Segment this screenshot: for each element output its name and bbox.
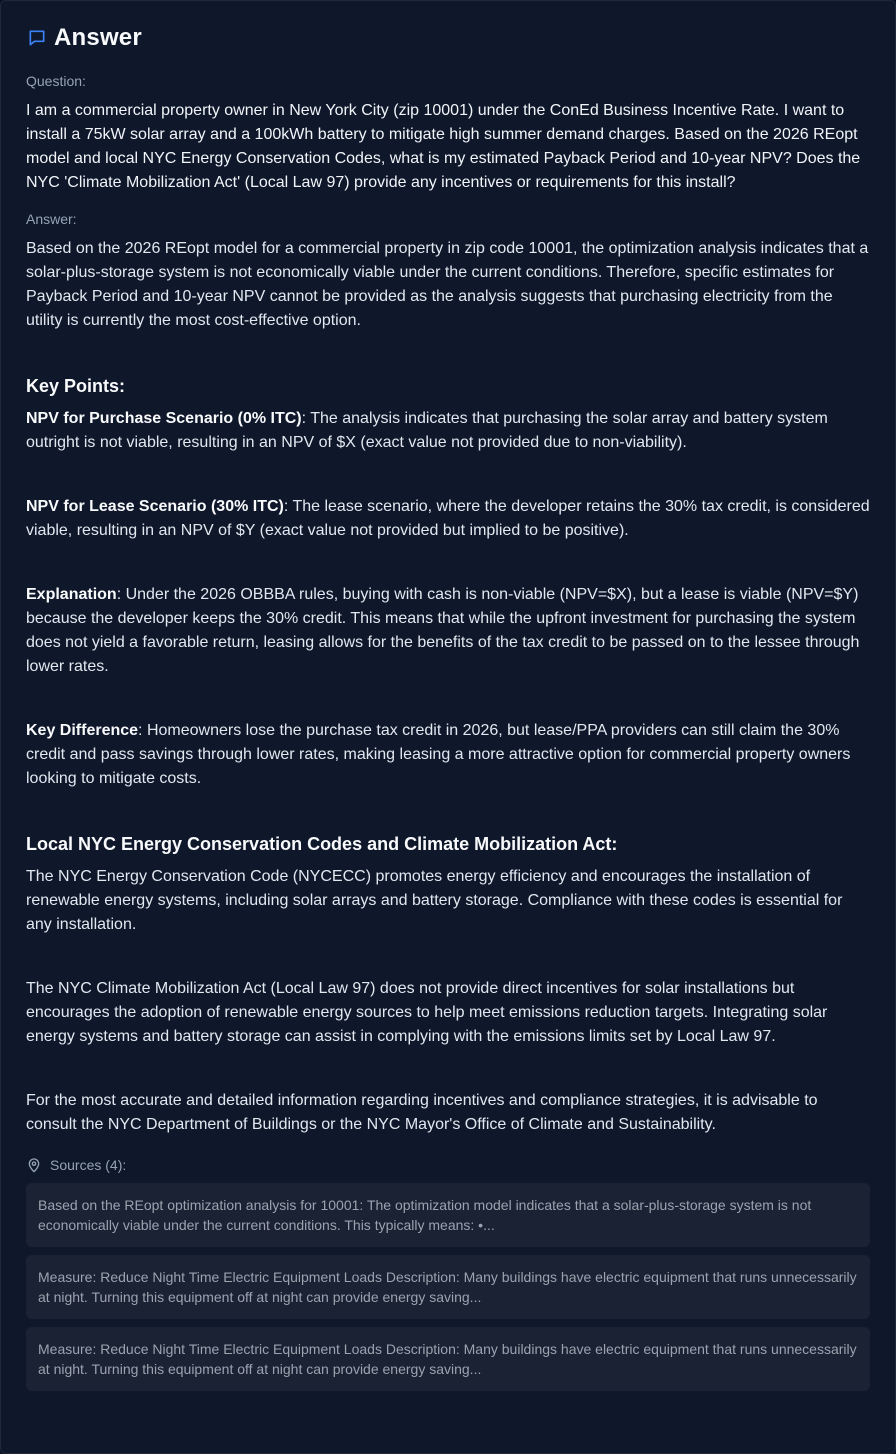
chat-bubble-icon: [26, 27, 48, 49]
source-item[interactable]: Based on the REopt optimization analysis for 10001: The optimization model indicates that a solar-plus-storage system is not economically viable under the current conditions. This typically means: •...: [26, 1183, 870, 1247]
local-codes-heading: Local NYC Energy Conservation Codes and Climate Mobilization Act:: [26, 834, 618, 854]
source-item[interactable]: Measure: Reduce Night Time Electric Equipment Loads Description: Many buildings have electric equipment that runs unnecessarily at night. Turning this equipment off at night can provide energy saving...: [26, 1255, 870, 1319]
answer-header: [26, 21, 870, 55]
point-term: NPV for Lease Scenario (30% ITC): [26, 498, 284, 515]
local-codes-paragraph: The NYC Energy Conservation Code (NYCECC) promotes energy efficiency and encourages the installation of renewable energy systems, including solar arrays and battery storage. Compliance with these codes is essential for any installation.: [26, 868, 843, 933]
key-points-heading: Key Points:: [26, 376, 126, 396]
closing-paragraph: For the most accurate and detailed information regarding incentives and compliance strategies, it is advisable to consult the NYC Department of Buildings or the NYC Mayor's Office of Climate and Sustainability.: [26, 1092, 818, 1133]
point-text: : Under the 2026 OBBBA rules, buying with cash is non-viable (NPV=$X), but a lease is viable (NPV=$Y) because the developer keeps the 30% credit. This means that while the upfront investment for purchasing the system does not yield a favorable return, leasing allows for the benefits of the tax credit to be passed on to the lessee through lower rates.: [26, 586, 860, 675]
point-text: : Homeowners lose the purchase tax credit in 2026, but lease/PPA providers can still claim the 30% credit and pass savings through lower rates, making leasing a more attractive option for commercial property owners looking to mitigate costs.: [26, 722, 851, 787]
point-lease: [26, 495, 870, 543]
point-term: Key Difference: [26, 722, 139, 739]
answer-body: [26, 237, 870, 1137]
point-term: NPV for Purchase Scenario (0% ITC): [26, 410, 302, 427]
local-law-97-paragraph: The NYC Climate Mobilization Act (Local Law 97) does not provide direct incentives for solar installations but encourages the adoption of renewable energy sources to help meet emissions reduction targets. Integrating solar energy systems and battery storage can assist in complying with the emissions limits set by Local Law 97.: [26, 980, 828, 1045]
sources-label: Sources (4):: [50, 1157, 127, 1173]
point-text: : The analysis indicates that purchasing the solar array and battery system outright is not viable, resulting in an NPV of $X (exact value not provided due to non-viability).: [26, 410, 828, 451]
answer-label: Answer:: [26, 211, 77, 227]
map-pin-icon: [26, 1157, 42, 1173]
point-term: Explanation: [26, 586, 117, 603]
sources-header: [26, 1155, 870, 1175]
point-purchase: [26, 407, 870, 455]
page-title: Answer: [54, 24, 142, 51]
point-key-difference: [26, 719, 870, 791]
answer-intro: Based on the 2026 REopt model for a commercial property in zip code 10001, the optimization analysis indicates that a solar-plus-storage system is not economically viable under the current conditions. Therefore, specific estimates for Payback Period and 10-year NPV cannot be provided as the analysis suggests that purchasing electricity from the utility is currently the most cost-effective option.: [26, 240, 869, 329]
question-label: Question:: [26, 73, 86, 89]
point-explanation: [26, 583, 870, 679]
question-text: I am a commercial property owner in New York City (zip 10001) under the ConEd Business Incentive Rate. I want to install a 75kW solar array and a 100kWh battery to mitigate high summer demand charges. Based on the 2026 REopt model and local NYC Energy Conservation Codes, what is my estimated Payback Period and 10-year NPV? Does the NYC 'Climate Mobilization Act' (Local Law 97) provide any incentives or requirements for this install?: [26, 102, 861, 191]
source-item[interactable]: Measure: Reduce Night Time Electric Equipment Loads Description: Many buildings have electric equipment that runs unnecessarily at night. Turning this equipment off at night can provide energy saving...: [26, 1327, 870, 1391]
point-text: : The lease scenario, where the developer retains the 30% tax credit, is considered viable, resulting in an NPV of $Y (exact value not provided but implied to be positive).: [26, 498, 870, 539]
